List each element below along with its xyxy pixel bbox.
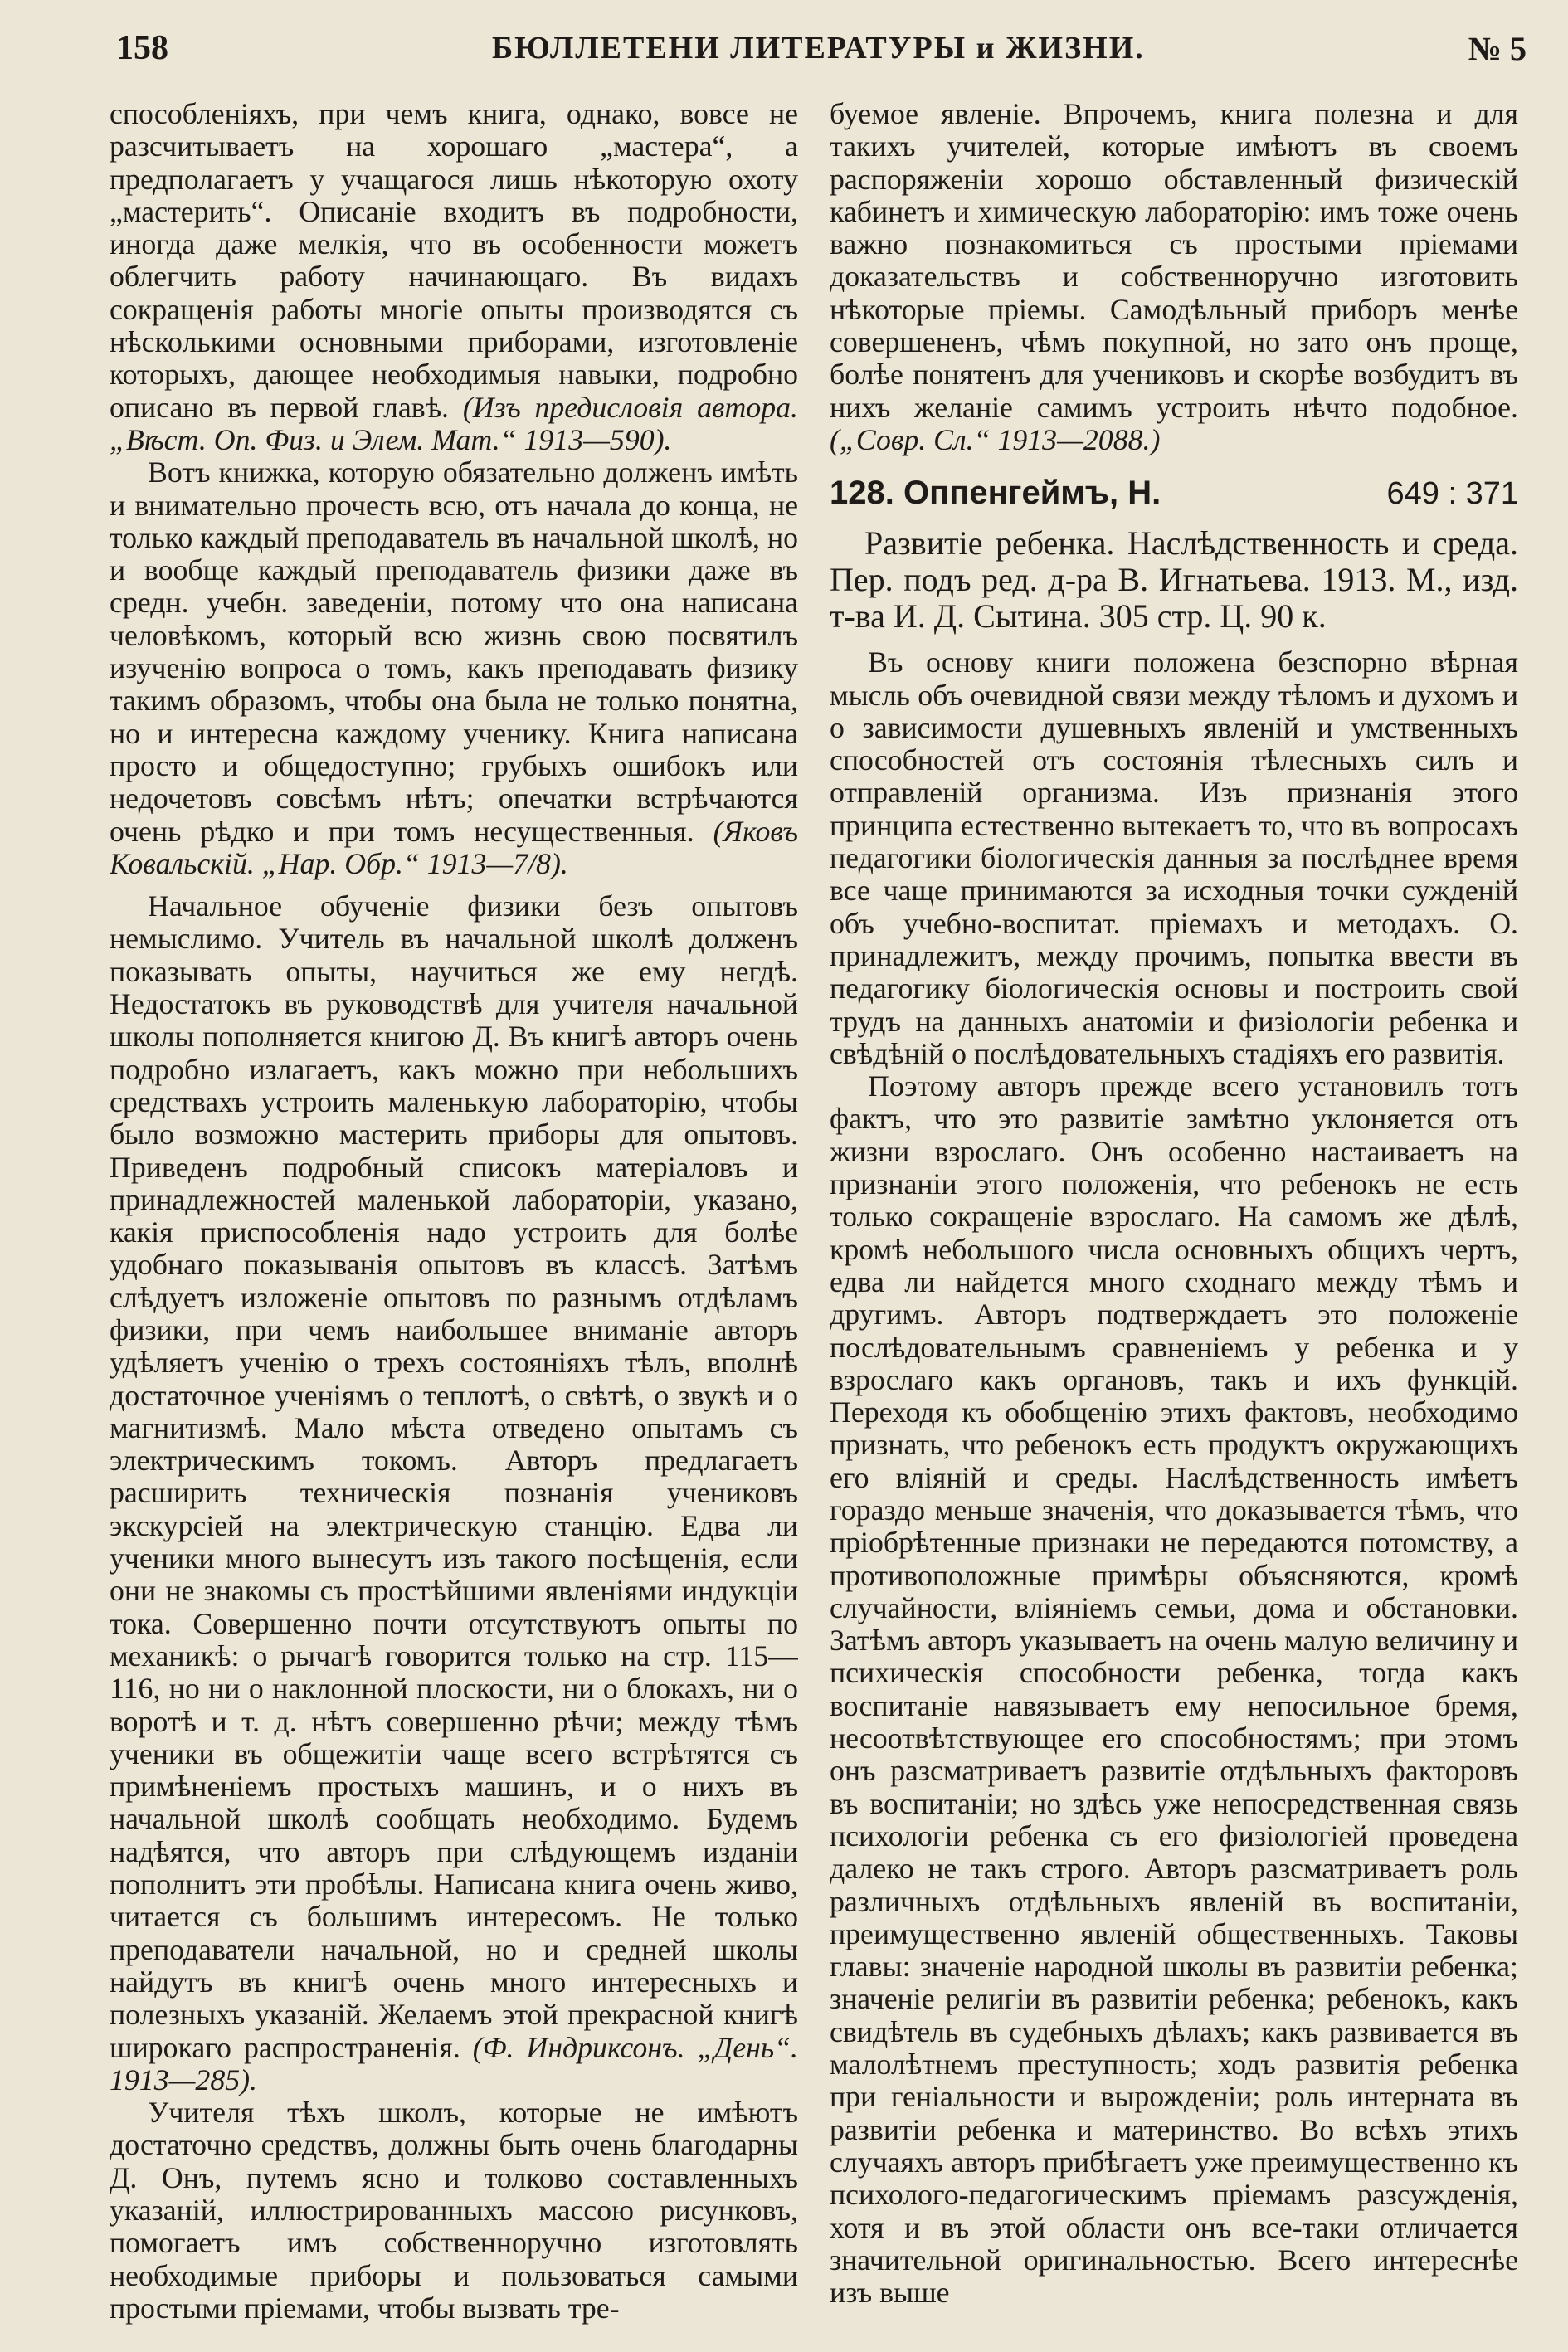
citation: (Изъ предисловія автора. „Вѣст. Оп. Физ. и Элем. Мат.“ 1913—590). [110, 390, 798, 456]
issue-number: № 5 [1468, 29, 1527, 67]
entry-heading [830, 475, 1518, 512]
paragraph [110, 98, 798, 456]
paragraph-text: Въ основу книги положена безспорно вѣрная мысль объ очевидной связи между тѣломъ и духомъ и о зависимости душевныхъ явленій и умственныхъ способностей отъ состоянія тѣлесныхъ силъ и отправленій организма. Изъ признанія этого принципа естественно вытекаетъ то, что въ вопросахъ педагогики біологическія данныя за послѣднее время все чаще принимаются за исходныя точки сужденій объ учебно-воспитат. пріемахъ и методахъ. О. принадлежитъ, между прочимъ, попытка ввести въ педагогику біологическія основы и построить свой трудъ на данныхъ анатоміи и физіологіи ребенка и свѣдѣній о послѣдовательныхъ стадіяхъ его развитія. [830, 645, 1518, 1070]
paragraph [110, 2096, 798, 2325]
left-column [110, 98, 798, 2330]
paragraph-text: буемое явленіе. Впрочемъ, книга полезна и для такихъ учителей, которые имѣютъ въ своемъ распоряженіи хорошо обставленный физическій кабинетъ и химическую лабораторію: имъ тоже очень важно познакомиться съ простыми пріемами доказательствъ и собственноручно изготовить нѣкоторые пріемы. Самодѣльный приборъ менѣе совершененъ, чѣмъ покупной, но зато онъ проще, болѣе понятенъ для учениковъ и скорѣе возбудитъ въ нихъ желаніе самимъ устроить нѣчто подобное. [830, 98, 1518, 424]
entry-classification-code: 649 : 371 [1386, 476, 1518, 512]
paragraph [830, 1070, 1518, 2309]
publication-title: БЮЛЛЕТЕНИ ЛИТЕРАТУРЫ и ЖИЗНИ. [492, 31, 1145, 66]
paragraph [830, 646, 1518, 1070]
entry-bibliography: Развитіе ребенка. Наслѣдственность и среда. Пер. подъ ред. д-ра В. Игнатьева. 1913. М., изд. т-ва И. Д. Сытина. 305 стр. Ц. 90 к. [830, 524, 1518, 635]
citation: (Яковъ Ковальскій. „Нар. Обр.“ 1913—7/8). [110, 814, 798, 880]
page-header [116, 23, 1527, 73]
paragraph-text: способленіяхъ, при чемъ книга, однако, вовсе не разсчитываетъ на хорошаго „мастера“, а предполагаетъ у учащагося лишь нѣкоторую охоту „мастерить“. Описаніе входитъ въ подробности, иногда даже мелкія, что въ особенности можетъ облегчить работу начинающаго. Въ видахъ сокращенія работы многіе опыты производятся съ нѣсколькими основными приборами, изготовленіе которыхъ, дающее необходимыя навыки, подробно описано въ первой главѣ. [110, 98, 798, 424]
right-column [830, 98, 1518, 2330]
paragraph [110, 456, 798, 880]
paragraph-text: Поэтому авторъ прежде всего установилъ тотъ фактъ, что это развитіе замѣтно уклоняется отъ жизни взрослаго. Онъ особенно настаиваетъ на признаніи этого положенія, что ребенокъ не есть только сокращеніе взрослаго. На самомъ же дѣлѣ, кромѣ небольшого числа основныхъ общихъ чертъ, едва ли найдется много сходнаго между тѣмъ и другимъ. Авторъ подтверждаетъ это положеніе послѣдовательнымъ сравненіемъ у ребенка и у взрослаго какъ органовъ, такъ и ихъ функцій. Переходя къ обобщенію этихъ фактовъ, необходимо признать, что ребенокъ есть продуктъ окружающихъ его вліяній и среды. Наслѣдственность имѣетъ гораздо меньше значенія, что доказывается тѣмъ, что пріобрѣтенные признаки не передаются потомству, а противоположные примѣры объясняются, кромѣ случайности, вліяніемъ семьи, дома и обстановки. Затѣмъ авторъ указываетъ на очень малую величину и психическія способности ребенка, тогда какъ воспитаніе навязываетъ ему непосильное бремя, несоотвѣтствующее его способностямъ; при этомъ онъ разсматриваетъ развитіе отдѣльныхъ факторовъ въ воспитаніи; но здѣсь уже непосредственная связь психологіи ребенка съ его физіологіей проведена далеко не такъ строго. Авторъ разсматриваетъ роль различныхъ отдѣльныхъ явленій въ воспитаніи, преимущественно явленій общественныхъ. Таковы главы: значеніе народной школы въ развитіи ребенка; значеніе религіи въ развитіи ребенка; ребенокъ, какъ свидѣтель въ судебныхъ дѣлахъ; какъ развивается въ малолѣтнемъ преступность; ходъ развитія ребенка при геніальности и вырожденіи; роль интерната въ развитіи ребенка и материнство. Во всѣхъ этихъ случаяхъ авторъ прибѣгаетъ уже преимущественно къ психолого-педагогическимъ пріемамъ разсужденія, хотя и въ этой области онъ все-таки отличается значительной оригинальностью. Всего интереснѣе изъ выше [830, 1069, 1518, 2310]
citation: („Совр. Сл.“ 1913—2088.) [830, 422, 1161, 456]
paragraph-text: Начальное обученіе физики безъ опытовъ немыслимо. Учитель въ начальной школѣ долженъ показывать опыты, научиться же ему негдѣ. Недостатокъ въ руководствѣ для учителя начальной школы пополняется книгою Д. Въ книгѣ авторъ очень подробно излагаетъ, какъ можно при небольшихъ средствахъ устроить маленькую лабораторію, чтобы было возможно мастерить приборы для опытовъ. Приведенъ подробный списокъ матеріаловъ и принадлежностей маленькой лабораторіи, указано, какія приспособленія надо устроить для болѣе удобнаго показыванія опытовъ въ классѣ. Затѣмъ слѣдуетъ изложеніе опытовъ по разнымъ отдѣламъ физики, при чемъ наибольшее вниманіе авторъ удѣляетъ ученію о трехъ состояніяхъ тѣлъ, вполнѣ достаточное ученіямъ о теплотѣ, о свѣтѣ, о звукѣ и о магнитизмѣ. Мало мѣста отведено опытамъ съ электрическимъ токомъ. Авторъ предлагаетъ расширить техническія познанія учениковъ экскурсіей на электрическую станцію. Едва ли ученики много вынесутъ изъ такого посѣщенія, если они не знакомы съ простѣйшими явленіями индукціи тока. Совершенно почти отсутствуютъ опыты по механикѣ: о рычагѣ говорится только на стр. 115—116, но ни о наклонной плоскости, ни о блокахъ, ни о воротѣ и т. д. нѣтъ совершенно рѣчи; между тѣмъ ученики въ общежитіи чаще всего встрѣтятся съ примѣненіемъ простыхъ машинъ, и о нихъ въ начальной школѣ сообщать необходимо. Будемъ надѣятся, что авторъ при слѣдующемъ изданіи пополнитъ эти пробѣлы. Написана книга очень живо, читается съ большимъ интересомъ. Не только преподаватели начальной, но и средней школы найдутъ въ книгѣ очень много интересныхъ и полезныхъ указаній. Желаемъ этой прекрасной книгѣ широкаго распространенія. [110, 889, 798, 2064]
entry-title: 128. Оппенгеймъ, Н. [830, 475, 1161, 512]
paragraph [830, 98, 1518, 456]
citation: (Ф. Индриксонъ. „День“. 1913—285). [110, 2030, 798, 2096]
paragraph-text: Учителя тѣхъ школъ, которые не имѣютъ достаточно средствъ, должны быть очень благодарны Д. Онъ, путемъ ясно и толково составленныхъ указаній, иллюстрированныхъ массою рисунковъ, помогаетъ имъ собственноручно изготовлять необходимые приборы и пользоваться самыми простыми пріемами, чтобы вызвать тре- [110, 2096, 798, 2325]
page-number: 158 [116, 29, 168, 67]
paragraph [110, 890, 798, 2096]
paragraph-text: Вотъ книжка, которую обязательно долженъ имѣть и внимательно прочесть всю, отъ начала до конца, не только каждый преподаватель въ начальной школѣ, но и вообще каждый преподаватель физики даже въ средн. учебн. заведеніи, потому что она написана человѣкомъ, который всю жизнь свою посвятилъ изученію вопроса о томъ, какъ преподавать физику такимъ образомъ, чтобы она была не только понятна, но и интересна каждому ученику. Книга написана просто и общедоступно; грубыхъ ошибокъ или недочетовъ совсѣмъ нѣтъ; опечатки встрѣчаются очень рѣдко и при томъ несущественныя. [110, 455, 798, 848]
